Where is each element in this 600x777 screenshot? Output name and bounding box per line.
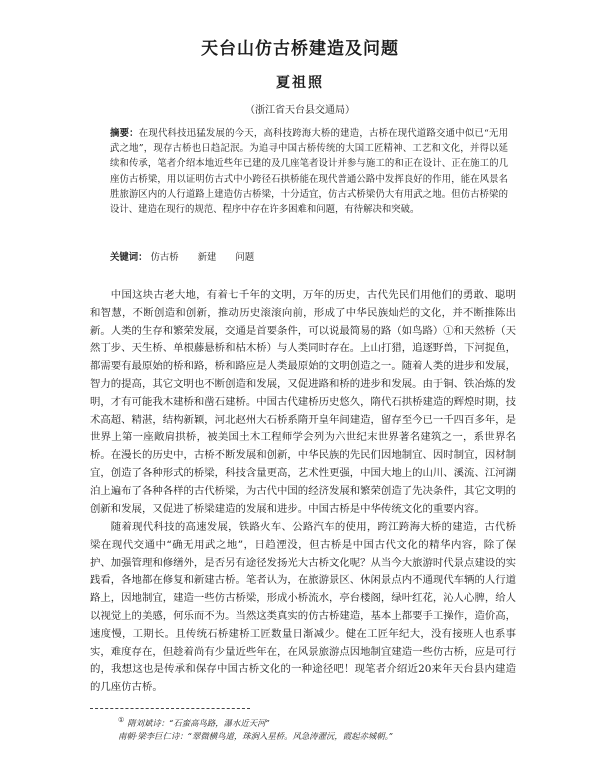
keywords [110, 250, 508, 265]
author-affiliation: （浙江省天台县交通局） [245, 105, 355, 116]
author-name: 夏祖照 [276, 75, 324, 91]
footnote-text: 南朝·梁李巨仁诗：“翠微横鸟道，珠涧入星桥。风急涛濯沅，霞起赤城朝。” [118, 731, 394, 741]
abstract-text: 在现代科技迅猛发展的今天，高科技跨海大桥的建造，古桥在现代道路交通中似已“无用武之地”，现存古桥也日趋記泯。为追寻中国古桥传统的大国工匠精神、工艺和文化，并得以延续和传承，笔者介绍本地近些年已建的及几座笔者设计并参与施工的和正在设计、正在施工的几座仿古桥梁，用以证明仿古式中小跨径石拱桥能在现代普通公路中发挥良好的作用，能在风景名胜旅游区内的人行道路上建造仿古桥梁，十分适宜，仿古式桥梁仍大有用武之地。但仿古桥梁的设计、建造在现行的规范、程序中存在许多困难和问题，有待解决和突破。 [110, 128, 508, 216]
keywords-label: 关键词： [110, 252, 148, 263]
body-paragraph-1: 中国这块古老大地，有着七千年的文明，万年的历史，古代先民们用他们的勇敢、聪明和智慧，不断创造和创新，推动历史滚滚向前，形成了中华民族灿烂的文化，并不断推陈出新。人类的生存和繁荣发展，交通是首要条件，可以说最简易的路（如鸟路）①和天然桥（天然丁步、天生桥、单根藤悬桥和枯木桥）与人类同时存在。上山打猎，追逐野兽，下河捉鱼，都需要有最原始的桥和路，桥和路应是人类最原始的文明创造之一。随着人类的进步和发展，智力的提高，其它文明也不断创造和发展，又促进路和桥的进步和发展。由于铜、铁冶炼的发明，才有可能我木建桥和凿石建桥。中国古代建桥历史悠久，隋代石拱桥建造的辉煌时期，技术高超、精湛，结构新颖，河北赵州大石桥系隋开皇年间建造，留存至今已一千四百多年，是世界上第一座敞肩拱桥，被美国土木工程师学会列为六世纪末世界著名建筑之一，系世界名桥。在漫长的历史中，古桥不断发展和创新，中华民族的先民们因地制宜、因时制宜，因材制宜，创造了各种形式的桥梁，科技含量更高，艺术性更强，中国大地上的山川、溪流、江河湖泊上遍布了各种各样的古代桥梁，为古代中国的经济发展和繁荣创造了先决条件，其它文明的创新和发展，又促进了桥梁建造的发展和进步。中国古桥是中华传统文化的重要内容。 [90, 289, 517, 515]
keyword: 新建 [197, 252, 217, 263]
paper-title: 天台山仿古桥建造及问题 [201, 39, 399, 59]
body-paragraph-2: 随着现代科技的高速发展，铁路火车、公路汽车的使用，跨江跨海大桥的建造，古代桥梁在现代交通中“确无用武之地”，日趋湮没，但古桥是中国古代文化的精华内容，除了保护、加强管理和修缮外，是否另有途径发扬光大古桥文化呢？从当今大旅游时代景点建设的实践看，各地都在修复和新建古桥。笔者认为，在旅游景区、休闲景点内不通现代车辆的人行道路上，因地制宜，建造一些仿古桥梁，形成小桥流水，亭台楼阁，绿叶红花，沁人心脾，给人以视觉上的美感，何乐而不为。当然这类真实的仿古桥建造，基本上都要手工操作，造价高，速度慢，工期长。且传统石桥建桥工匠数量日渐减少。健在工匠年纪大，没有接班人也系事实，难度存在，但趁着尚有少量近些年在，在风景旅游点因地制宜建造一些仿古桥，应是可行的，我想这也是传承和保存中国古桥文化的一种途径吧！现笔者介绍近20来年天台县内建造的几座仿古桥。 [90, 521, 517, 694]
keyword: 问题 [235, 252, 255, 263]
footnote-text: 隋刘斌诗：“石蛮高鸟路，瀑水近天河” [127, 717, 270, 728]
footnote-divider [90, 708, 250, 709]
keyword: 仿古桥 [150, 252, 179, 263]
abstract [110, 126, 508, 217]
abstract-label: 摘要： [110, 128, 139, 139]
footnote-mark: ① [118, 716, 125, 724]
footnote-1 [118, 714, 518, 730]
footnote-2 [118, 730, 518, 743]
